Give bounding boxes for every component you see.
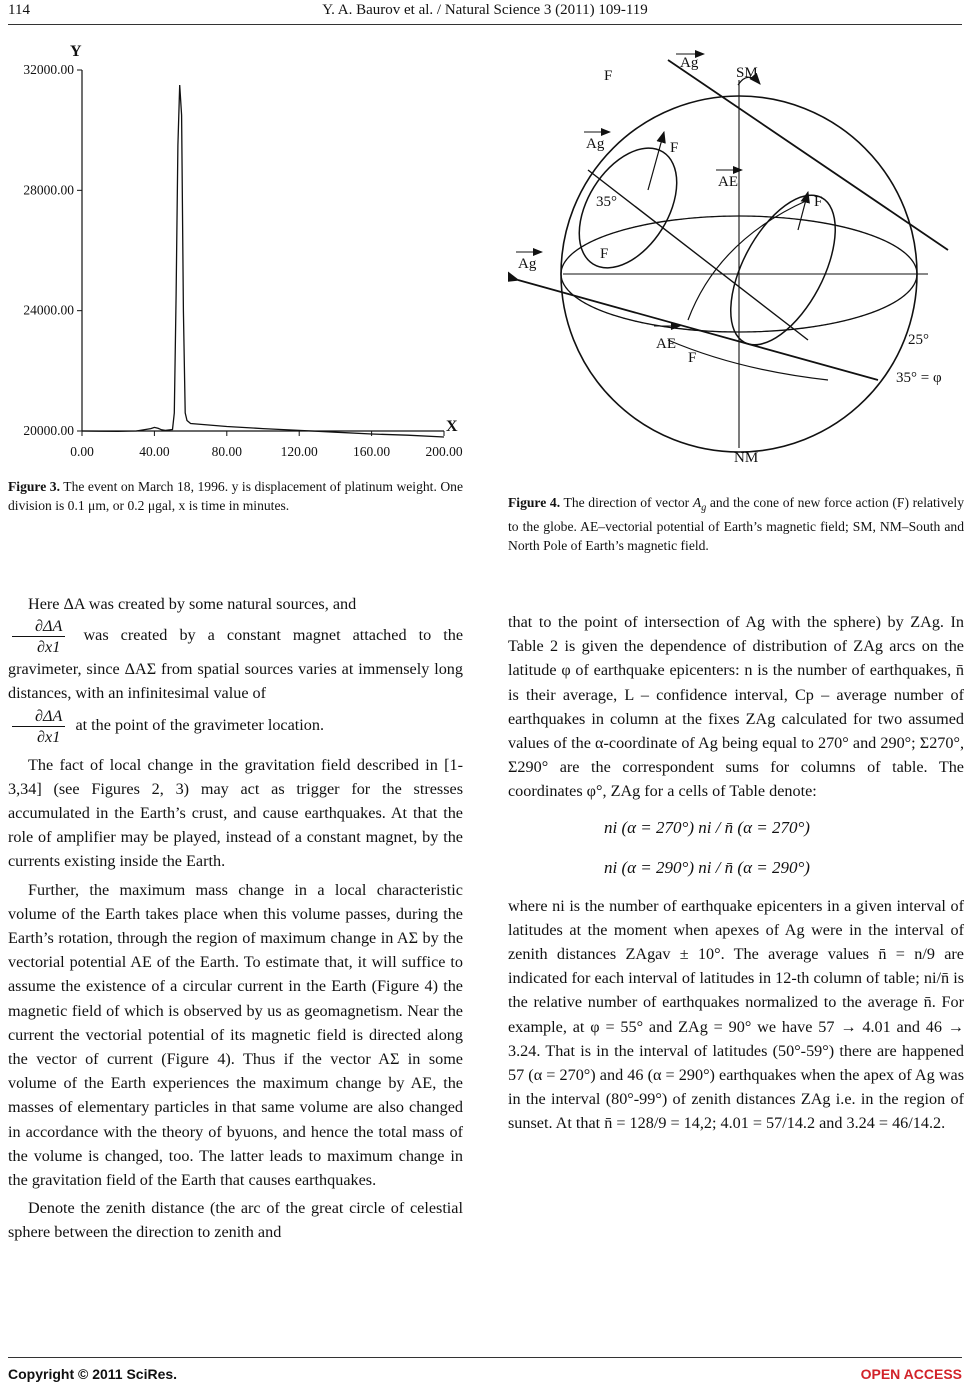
page-number: 114 <box>8 2 30 18</box>
label-ae-mid: AE <box>718 174 738 190</box>
label-ae-low: AE <box>656 336 676 352</box>
equations <box>508 808 964 888</box>
ag-line-mid <box>588 170 808 340</box>
figure-4-caption <box>508 494 964 555</box>
paragraph-r1: that to the point of intersection of Ag with the sphere) by ZAg. In Table 2 is given the dependence of distribution of ZAg arcs on the latitude φ of earthquake epicenters: n is the number of earthquakes, n̄ is their average, L – confidence interval, Cp – average number of earthquakes in column at the fixes ZAg calculated for two assumed values of the α-coordinate of Ag being equal to 270° and 290°; Σ270°, Σ290° are the correspondent sums for columns of table. The coordinates φ°, ZAg for a cells of Table denote: <box>508 613 964 801</box>
x-tick-label: 0.00 <box>70 444 94 459</box>
header-rule <box>8 24 962 25</box>
copyright: Copyright © 2011 SciRes. <box>8 1366 178 1382</box>
x-tick-label: 200.00 <box>425 444 463 459</box>
footer-rule <box>8 1357 962 1358</box>
label-ag-left: Ag <box>586 136 605 152</box>
right-column-text <box>508 610 964 1136</box>
figure-4-label: Figure 4. <box>508 495 561 510</box>
label-angle-25: 25° <box>908 332 929 348</box>
label-ag-lower: Ag <box>518 256 537 272</box>
y-axis-label: Y <box>70 43 82 60</box>
ag-line-top <box>668 60 948 250</box>
p1-part-c: at the point of the gravimeter location. <box>75 715 325 734</box>
series-line <box>82 85 444 437</box>
paragraph-4: Denote the zenith distance (the arc of the great circle of celestial sphere between the direction to zenith and <box>8 1199 463 1242</box>
paragraph-1 <box>8 592 463 747</box>
paragraph-r2: where ni is the number of earthquake epicenters in a given interval of latitudes at the moment when apexes of Ag were in the interval of zenith distances ZAgav ± 10°. The average values n̄ = n/9 are indicated for each interval of latitudes in 12-th column of table; ni/n̄ is the relative number of earthquakes normalized to the average n̄. For example, at φ = 55° and ZAg = 90° we have 57 → 4.01 and 46 → 3.24. That is in the interval of latitudes (50°-59°) there are happened 57 (α = 270°) and 46 (α = 290°) earthquakes when the apex of Ag was in the interval (80°-99°) of zenith distances ZAg i.e. in the region of sunset. At that n̄ = 128/9 = 14,2; 4.01 = 57/14.2 and 3.24 = 46/14.2. <box>508 896 964 1133</box>
label-ag-top: Ag <box>680 55 699 71</box>
figure-3-caption <box>8 478 463 515</box>
x-tick-label: 160.00 <box>353 444 391 459</box>
page-header <box>0 0 970 22</box>
label-f-mid: F <box>670 140 679 156</box>
x-tick-label: 120.00 <box>280 444 318 459</box>
label-angle-35-phi: 35° = φ <box>896 370 942 386</box>
figure-3-label: Figure 3. <box>8 479 60 494</box>
arrow-f-mid <box>648 132 664 190</box>
x-axis-label: X <box>446 418 458 435</box>
x-tick-label: 80.00 <box>211 444 242 459</box>
ag-line-bottom <box>518 280 878 380</box>
left-column-text <box>8 592 463 1245</box>
equation-270: ni (α = 270°) ni / n̄ (α = 270°) <box>604 817 810 837</box>
y-tick-label: 28000.00 <box>23 182 74 198</box>
p1-part-b: was created by a constant magnet attached to the gravimeter, since ΔAΣ from spatial sources varies at immensely long distances, with an infinitesimal value of <box>8 626 464 703</box>
partial-fraction-1: $\frac{\partial\Delta A}{\partial x1}$ <box>12 616 65 657</box>
figure-3-chart <box>8 38 470 470</box>
partial-fraction-2: $\frac{\partial\Delta A}{\partial x1}$ <box>12 706 65 747</box>
y-tick-label: 20000.00 <box>23 423 74 438</box>
paragraph-3: Further, the maximum mass change in a local characteristic volume of the Earth takes place when this volume passes, during the Earth’s rotation, through the region of maximum change in AΣ by the vectorial potential AE of the Earth. To estimate that, it will suffice to assume the existence of a circular current in the Earth (Figure 4) the magnetic field of which is observed by us as geomagnetism. Near the current the vectorial potential of its magnetic field is directed along the vector of current (Figure 4). Thus if the vector AΣ in some volume of the Earth experiences the maximum change by AE, the masses of elementary particles in that same volume are also changed in accordance with the theory of byuons, and hence the total mass of the volume is changed, too. The latter leads to maximum change in the gravitation field of the Earth that causes earthquakes. <box>8 880 463 1190</box>
running-head: Y. A. Baurov et al. / Natural Science 3 (2011) 109-119 <box>322 2 648 18</box>
label-f-bottom: F <box>688 350 697 366</box>
y-tick-label: 32000.00 <box>23 62 74 77</box>
label-sm: SM <box>736 65 758 81</box>
y-tick-label: 24000.00 <box>23 302 74 318</box>
figure-4-caption-text-2: and the cone of new force action (F) relatively to the globe. AE–vectorial potential of Earth’s magnetic field; SM, NM–South and North Pole of Earth’s magnetic field. <box>508 495 964 553</box>
paragraph-2: The fact of local change in the gravitation field described in [1-3,34] (see Figures 2, 3) may act as trigger for the stresses accumulated in the Earth’s crust, and cause earthquakes. At that the role of amplifier may be played, instead of a constant magnet, by the currents existing inside the Earth. <box>8 755 463 871</box>
open-access-label: OPEN ACCESS <box>860 1366 962 1382</box>
label-f-top: F <box>604 68 613 84</box>
equation-290: ni (α = 290°) ni / n̄ (α = 290°) <box>604 857 810 877</box>
figure-4-caption-text-1: The direction of vector <box>563 495 690 510</box>
figure-3-caption-text: The event on March 18, 1996. y is displacement of platinum weight. One division is 0.1 μm, or 0.2 μgal, x is time in minutes. <box>8 479 464 513</box>
p1-part-a: Here ΔA was created by some natural sources, and <box>28 595 357 613</box>
label-f-right: F <box>814 194 823 210</box>
label-angle-35: 35° <box>596 194 617 210</box>
label-f-low: F <box>600 246 609 262</box>
label-nm: NM <box>734 450 759 466</box>
vector-ag-symbol: $A_g$ <box>692 495 707 514</box>
x-tick-label: 40.00 <box>139 444 170 459</box>
cone-ellipse-right <box>709 179 857 361</box>
figure-4-diagram <box>508 40 964 470</box>
